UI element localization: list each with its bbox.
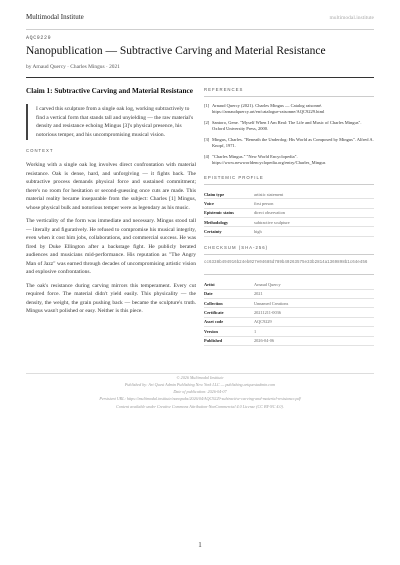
row-key: Voice: [204, 199, 254, 208]
byline: by Arnaud Quercy · Charles Mingus · 2021: [26, 63, 120, 70]
page-footer: [0, 373, 400, 410]
row-key: Published: [204, 336, 254, 345]
reference-number: [1]: [204, 102, 210, 108]
context-label: CONTEXT: [26, 148, 54, 154]
reference-text: Mingus, Charles. "Beneath the Underdog: His World as Composed by Mingus". Alfred A. Knopf, 1971.: [212, 136, 374, 149]
table-row: [204, 317, 374, 326]
table-row: [204, 218, 374, 227]
page-title: Nanopublication — Subtractive Carving and Material Resistance: [26, 45, 326, 57]
header-divider: [26, 29, 374, 30]
site-name[interactable]: Multimodal Institute: [26, 13, 84, 21]
row-key: Date: [204, 289, 254, 298]
table-row: [204, 227, 374, 236]
reference-item: [204, 137, 374, 150]
publisher-line[interactable]: Published by: Art Quest Admin Publishing New York LLC — publishing.artquestadmin.com: [124, 382, 276, 388]
persistent-url-line[interactable]: Persistent URL: https://multimodal.institute/nanopubs/2026/04/AQC9229-subtractive-carving-and-material-resistance.pdf: [99, 396, 301, 402]
row-value: artistic statement: [254, 190, 374, 199]
row-value: first person: [254, 199, 374, 208]
row-value: high: [254, 227, 374, 236]
row-key: Certainty: [204, 227, 254, 236]
checksum-divider: [204, 254, 374, 255]
table-row: [204, 199, 374, 208]
table-row: [204, 289, 374, 298]
reference-number: [3]: [204, 136, 210, 142]
row-value: direct observation: [254, 208, 374, 217]
reference-item: [204, 103, 374, 116]
row-value: subtractive sculpture: [254, 218, 374, 227]
table-row: [204, 190, 374, 199]
document-id: AQC9229: [26, 35, 52, 41]
checksum-value: cc6338b494916b24eb027e04685d789b40263575e33b2814a1369898b1c64e456: [204, 260, 368, 265]
row-key: Claim type: [204, 190, 254, 199]
reference-number: [2]: [204, 119, 210, 125]
row-value: Unnamed Creations: [254, 299, 374, 308]
publication-date-line: Date of publication: 2026-04-07: [173, 389, 227, 395]
artwork-divider: [204, 274, 374, 275]
row-value: 2021: [254, 289, 374, 298]
row-value: AQC9229: [254, 317, 374, 326]
row-value: 20211211-0036: [254, 308, 374, 317]
claim-abstract: I carved this sculpture from a single oak log, working subtractively to find a vertical form that stands tall and unyielding — the raw material's density and resistance echoing Mingus [3]'s physical presence, his notorious temper, and his uncompromising musical vision.: [26, 104, 196, 140]
masthead: [26, 13, 374, 25]
checksum-label: CHECKSUM (SHA-256): [204, 244, 269, 250]
context-paragraph: Working with a single oak log involves direct confrontation with material resistance. Oak is dense, hard, and unforgiving — it fights back. The subtractive process demands physical force and sustained commitment; there's no room for hesitation or second-guessing once cuts are made. This material reality became inseparable from the subject: Charles [1] Mingus, whose physical bulk and notorious temper were as legendary as his music.: [26, 162, 196, 211]
table-row: [204, 327, 374, 336]
reference-text[interactable]: Arnaud Quercy (2021). Charles Mingus — Catalog raisonné. https://arnaudquercy.art/en/catalogue-raisonne/AQC9229.html: [212, 102, 325, 115]
title-divider: [26, 77, 374, 78]
page-number: 1: [198, 541, 202, 549]
claim-title: Claim 1: Subtractive Carving and Material Resistance: [26, 86, 193, 95]
sidebar-column: [204, 85, 374, 346]
artwork-table: [204, 280, 374, 346]
reference-item: [204, 120, 374, 133]
row-key: Methodology: [204, 218, 254, 227]
context-paragraph: The oak's resistance during carving mirrors this temperament. Every cut required force. The material didn't yield easily. This physicality — the density, the weight, the grain pushing back — became the sculpture's truth. Mingus wasn't polished or easy. Neither is this piece.: [26, 282, 196, 315]
row-key: Certificate: [204, 308, 254, 317]
references-divider: [204, 96, 374, 97]
content-columns: [26, 85, 374, 346]
epistemic-table: [204, 190, 374, 237]
copyright-line: © 2026 Multimodal Institute: [176, 375, 224, 380]
main-column: [26, 85, 196, 346]
row-value: 2026-04-06: [254, 336, 374, 345]
license-line[interactable]: Content available under Creative Commons Attribution-NonCommercial 4.0 License (CC BY-NC 4.0).: [116, 403, 284, 409]
row-value: 1: [254, 327, 374, 336]
reference-text[interactable]: "Charles Mingus." "New World Encyclopedia". https://www.newworldencyclopedia.org/entry/Charles_Mingus: [212, 153, 326, 166]
table-row: [204, 308, 374, 317]
reference-text: Santoro, Gene. "Myself When I Am Real: The Life and Music of Charles Mingus". Oxford University Press, 2000.: [212, 119, 362, 132]
table-row: [204, 208, 374, 217]
reference-item: [204, 154, 374, 167]
reference-number: [4]: [204, 153, 210, 159]
table-row: [204, 299, 374, 308]
row-key: Epistemic status: [204, 208, 254, 217]
row-key: Collection: [204, 299, 254, 308]
table-row: [204, 280, 374, 289]
site-tag[interactable]: multimodal.institute: [329, 15, 374, 21]
row-value: Arnaud Quercy: [254, 280, 374, 289]
references-list: [204, 103, 374, 167]
table-row: [204, 336, 374, 345]
references-label: REFERENCES: [204, 86, 244, 92]
context-paragraph: The verticality of the form was immediate and necessary. Mingus stood tall — literally and figuratively. He refused to compromise his musical integrity, even when it cost him jobs, collaborations, and commercial success. He was fired by Duke Ellington after a backstage fight. He publicly berated audiences and musicians mid-performance. His reputation as "The Angry Man of Jazz" was earned through decades of uncompromising artistic vision and explosive confrontations.: [26, 218, 196, 276]
row-key: Artist: [204, 280, 254, 289]
epistemic-divider: [204, 184, 374, 185]
row-key: Version: [204, 327, 254, 336]
epistemic-label: EPISTEMIC PROFILE: [204, 174, 264, 180]
row-key: Asset code: [204, 317, 254, 326]
